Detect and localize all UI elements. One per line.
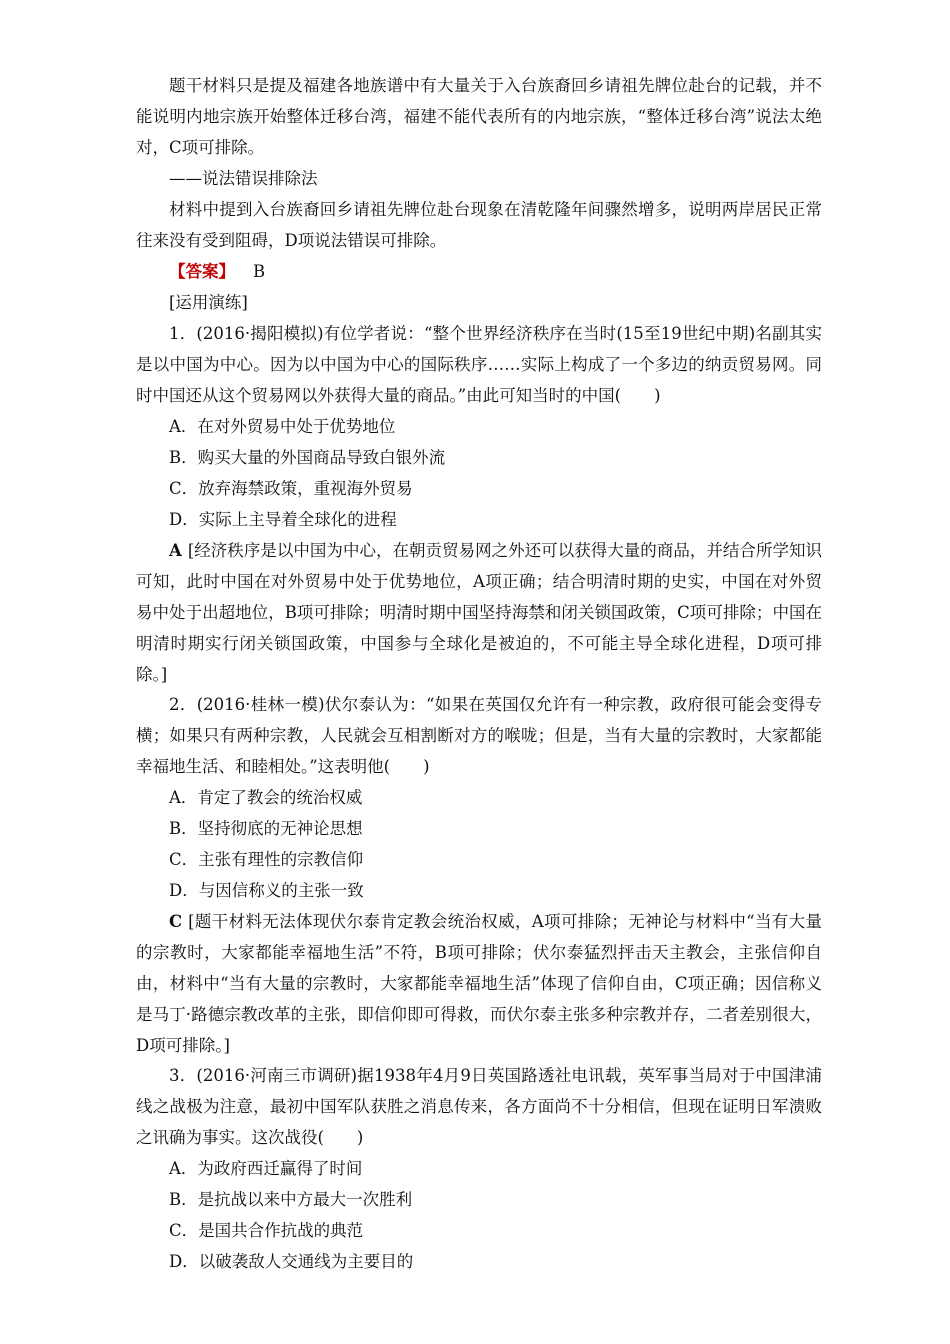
question-2-option-d: D．与因信称义的主张一致: [169, 881, 364, 900]
question-3-option-b: B．是抗战以来中方最大一次胜利: [169, 1190, 413, 1209]
intro-paragraph-2: 材料中提到入台族裔回乡请祖先牌位赴台现象在清乾隆年间骤然增多，说明两岸居民正常往来没有受到阻碍，D项说法错误可排除。: [136, 200, 822, 250]
question-2-explanation: [136, 906, 822, 1061]
question-2-answer-key: C: [169, 912, 183, 931]
answer-value: B: [253, 262, 266, 281]
question-1-answer-key: A: [169, 541, 182, 560]
question-2-option-c: C．主张有理性的宗教信仰: [169, 850, 364, 869]
answer-line: [169, 256, 265, 287]
question-1-option-a: A．在对外贸易中处于优势地位: [169, 417, 396, 436]
question-3-option-d: D．以破袭敌人交通线为主要目的: [169, 1252, 414, 1271]
question-1-option-b: B．购买大量的外国商品导致白银外流: [169, 448, 446, 467]
intro-paragraph-1: 题干材料只是提及福建各地族谱中有大量关于入台族裔回乡请祖先牌位赴台的记载，并不能说明内地宗族开始整体迁移台湾，福建不能代表所有的内地宗族，“整体迁移台湾”说法太绝对，C项可排除。: [136, 76, 822, 157]
section-title: [运用演练]: [169, 293, 248, 312]
question-3-option-c: C．是国共合作抗战的典范: [169, 1221, 364, 1240]
question-1-explanation: [136, 535, 822, 690]
question-3-option-a: A．为政府西迁赢得了时间: [169, 1159, 363, 1178]
question-2-option-a: A．肯定了教会的统治权威: [169, 788, 363, 807]
answer-label: 【答案】: [169, 262, 235, 281]
question-2-option-b: B．坚持彻底的无神论思想: [169, 819, 363, 838]
question-1-option-d: D．实际上主导着全球化的进程: [169, 510, 397, 529]
question-2-explanation-text: [题干材料无法体现伏尔泰肯定教会统治权威，A项可排除；无神论与材料中“当有大量的宗教时，大家都能幸福地生活”不符，B项可排除；伏尔泰猛烈抨击天主教会，主张信仰自由，材料中“当有大量的宗教时，大家都能幸福地生活”体现了信仰自由，C项正确；因信称义是马丁·路德宗教改革的主张，即信仰即可得救，而伏尔泰主张多种宗教并存，二者差别很大，D项可排除。]: [136, 912, 822, 1055]
question-1-explanation-text: [经济秩序是以中国为中心，在朝贡贸易网之外还可以获得大量的商品，并结合所学知识可知，此时中国在对外贸易中处于优势地位，A项正确；结合明清时期的史实，中国在对外贸易中处于出超地位，B项可排除；明清时期中国坚持海禁和闭关锁国政策，C项可排除；中国在明清时期实行闭关锁国政策，中国参与全球化是被迫的，不可能主导全球化进程，D项可排除。]: [136, 541, 822, 684]
question-3-stem: 3．(2016·河南三市调研)据1938年4月9日英国路透社电讯载，英军事当局对于中国津浦线之战极为注意，最初中国军队获胜之消息传来，各方面尚不十分相信，但现在证明日军溃败之讯确为事实。这次战役( ): [136, 1066, 822, 1147]
method-heading: ——说法错误排除法: [169, 169, 318, 188]
question-1-stem: 1．(2016·揭阳模拟)有位学者说：“整个世界经济秩序在当时(15至19世纪中期)名副其实是以中国为中心。因为以中国为中心的国际秩序……实际上构成了一个多边的纳贡贸易网。同时中国还从这个贸易网以外获得大量的商品。”由此可知当时的中国( ): [136, 324, 822, 405]
question-2-stem: 2．(2016·桂林一模)伏尔泰认为：“如果在英国仅允许有一种宗教，政府很可能会变得专横；如果只有两种宗教，人民就会互相割断对方的喉咙；但是，当有大量的宗教时，大家都能幸福地生活、和睦相处。”这表明他( ): [136, 695, 822, 776]
question-1-option-c: C．放弃海禁政策，重视海外贸易: [169, 479, 413, 498]
